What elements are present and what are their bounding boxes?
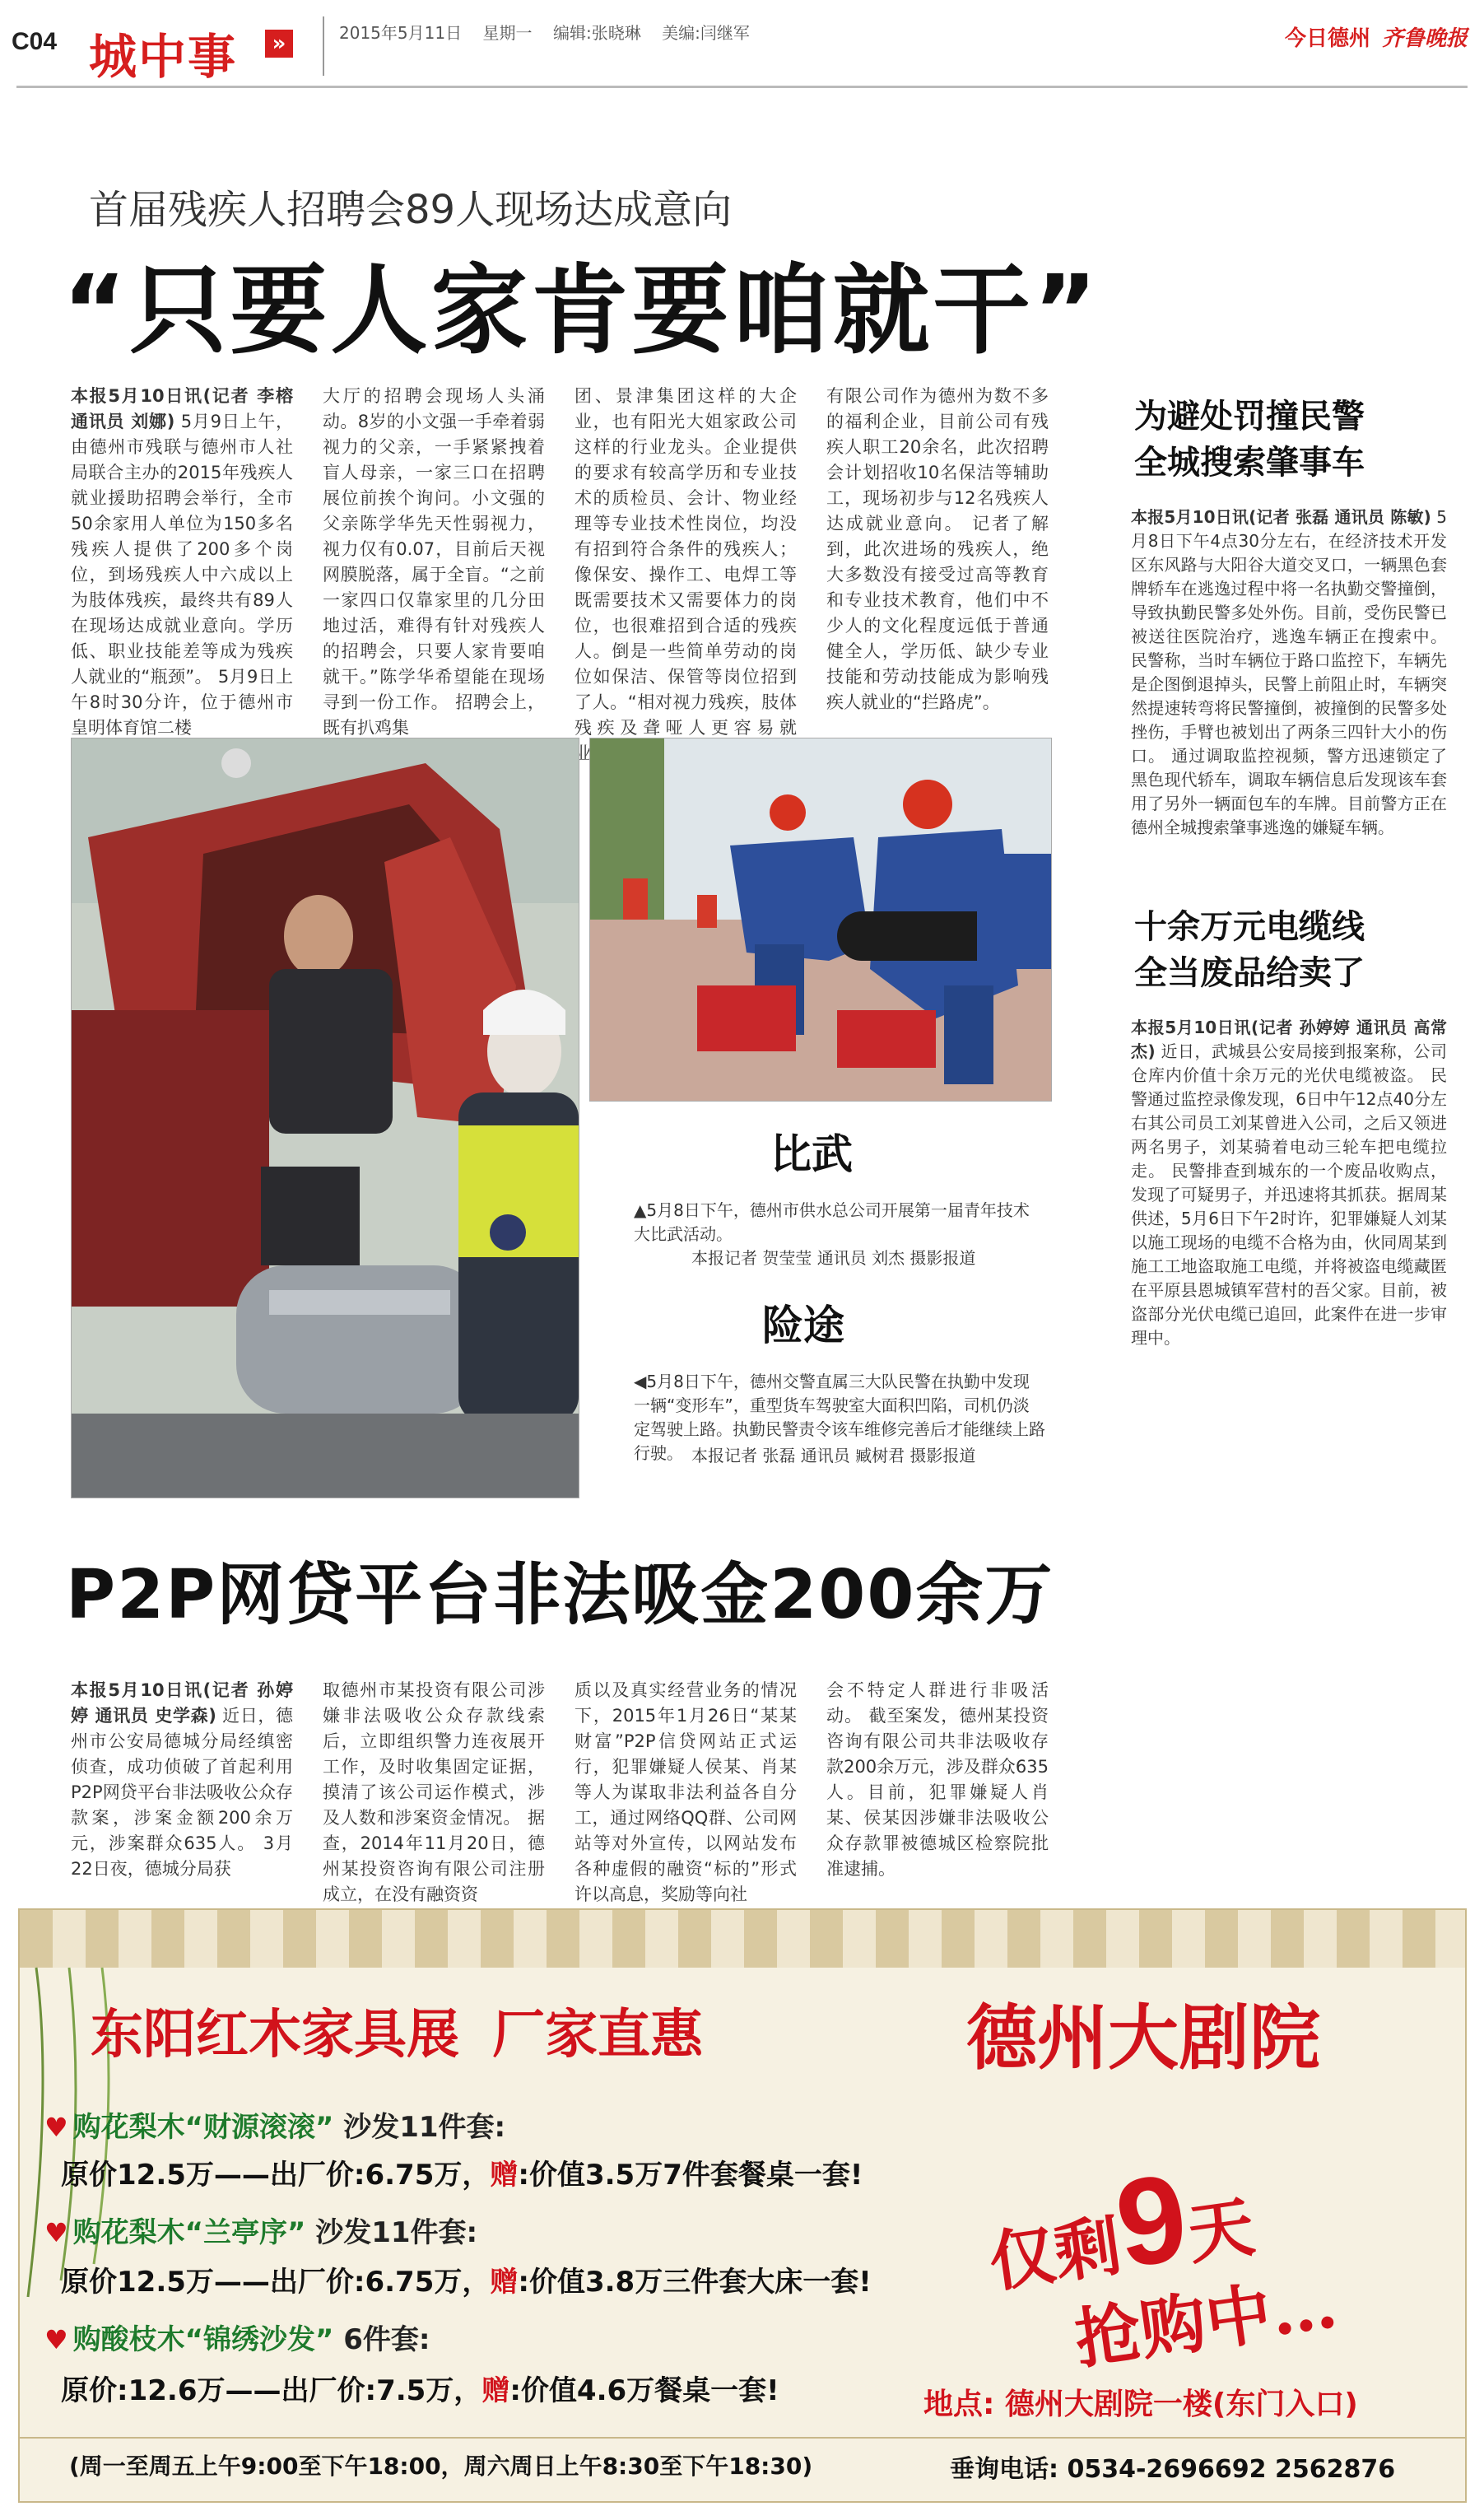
ad-divider	[20, 2437, 1465, 2439]
heart-icon: ♥	[44, 2324, 68, 2355]
ad-address: 地点: 德州大剧院一楼(东门入口)	[923, 2388, 1358, 2421]
ad-item2-name: 购花梨木“兰亭序”	[72, 2216, 306, 2249]
ad-item1-price: 原价12.5万——出厂价:6.75万，	[61, 2159, 491, 2192]
article1-col2: 大厅的招聘会现场人头涌动。8岁的小文强一手牵着弱视力的父亲，一手紧紧拽着盲人母亲，一家三口在招聘展位前挨个询问。小文强的父亲陈学华先天性弱视力，视力仅有0.07，目前后天视网膜脱落，属于全盲。“之前一家四口仅靠家里的几分田地过活，难得有针对残疾人的招聘会，只要人家肯要咱就干。”陈学华希望能在现场寻到一份工作。 招聘会上，既有扒鸡集	[323, 386, 545, 738]
ad-title-left: 东阳红木家具展	[91, 2005, 459, 2066]
side1-text: 5月8日下午4点30分左右，在经济技术开发区东风路与大阳谷大道交叉口，一辆黑色套牌轿车在逃逸过程中将一名执勤交警撞倒，导致执勤民警多处外伤。目前，受伤民警已被送往医院治疗，逃逸车辆正在搜索中。 民警称，当时车辆位于路口监控下，车辆先是企图倒退掉头，民警上前阻止时，车辆突然提速转弯将民警撞倒，被撞倒的民警多处挫伤，手臂也被划出了两条三四针大小的伤口。 通过调取监控视频，警方迅速锁定了黑色现代轿车，调取车辆信息后发现该车套用了另外一辆面包车的车牌。目前警方正在德州全城搜索肇事逃逸的嫌疑车辆。	[1131, 507, 1448, 837]
issue-date: 2015年5月11日	[339, 23, 463, 43]
ad-hours: (周一至周五上午9:00至下午18:00，周六周日上午8:30至下午18:30)	[69, 2453, 813, 2480]
ad-promo-days: 9	[1108, 2146, 1196, 2294]
article2-col3: 质以及真实经营业务的情况下，2015年1月26日“某某财富”P2P信贷网站正式运行，犯罪嫌疑人侯某、肖某等人为谋取非法利益各自分工，通过网络QQ群、公司网站等对外宣传，以网站发布各种虚假的融资“标的”形式许以高息，奖励等向社	[575, 1680, 797, 1904]
ad-item3-gift: :价值4.6万餐桌一套!	[509, 2374, 779, 2407]
article2-col1-text: 近日，德州市公安局德城分局经缜密侦查，成功侦破了首起利用P2P网贷平台非法吸收公众存款案，涉案金额200余万元，涉案群众635人。 3月22日夜，德城分局获	[71, 1706, 293, 1879]
brand-name: 今日德州	[1284, 26, 1370, 51]
issue-meta	[339, 20, 750, 44]
truck-photo	[71, 738, 579, 1498]
side1-byline: 本报5月10日讯(记者 张磊 通讯员 陈敏)	[1131, 507, 1431, 527]
header-rule	[16, 86, 1468, 88]
side2-text: 近日，武城县公安局接到报案称，公司仓库内价值十余万元的光伏电缆被盗。 民警通过监控录像发现，6日中午12点40分左右其公司员工刘某曾进入公司，之后又领进两名男子，刘某骑着电动三轮车把电缆拉走。 民警排查到城东的一个废品收购点，发现了可疑男子，并迅速将其抓获。据周某供述，5月6日下午2时许，犯罪嫌疑人刘某以施工现场的电缆不合格为由，伙同周某到施工工地盗取施工电缆，并将被盗电缆藏匿在平原县恩城镇军营村的吾父家。目前，被盗部分光伏电缆已追回，此案件在进一步审理中。	[1131, 1041, 1448, 1348]
ad-item2-heading	[44, 2210, 477, 2250]
page-code: C04	[12, 28, 58, 55]
chevron-right-icon: »	[265, 30, 293, 58]
article2-col2: 取德州市某投资有限公司涉嫌非法吸收公众存款线索后，立即组织警力连夜展开工作，及时收集固定证据，摸清了该公司运作模式，涉及人数和涉案资金情况。 据查，2014年11月20日，德州某投资咨询有限公司注册成立，在没有融资资	[323, 1680, 545, 1904]
truck-photo-illustration	[72, 738, 579, 1498]
ad-promo-prefix: 仅剩	[984, 2206, 1126, 2302]
article1-col3: 团、景津集团这样的大企业，也有阳光大姐家政公司这样的行业龙头。企业提供的要求有较高学历和专业技术的质检员、会计、物业经理等专业技术性岗位，均没有招到符合条件的残疾人；像保安、操作工、电焊工等既需要技术又需要体力的岗位，也很难招到合适的残疾人。倒是一些简单劳动的岗位如保洁、保管等岗位招到了人。“相对视力残疾，肢体残疾及聋哑人更容易就业	[575, 386, 797, 763]
ad-phone: 0534-2696692 2562876	[1067, 2455, 1396, 2484]
article1-col4: 有限公司作为德州为数不多的福利企业，目前公司有残疾人职工20余名，此次招聘会计划招收10名保洁等辅助工，现场初步与12名残疾人达成就业意向。 记者了解到，此次进场的残疾人，绝大多数没有接受过高等教育和专业技术教育，他们中不少人的文化程度远低于普通健全人，学历低、缺少专业技能和劳动技能成为影响残疾人就业的“拦路虎”。	[826, 386, 1049, 712]
ad-title-right: 德州大剧院	[966, 1996, 1320, 2080]
section-title: 城中事	[89, 29, 238, 85]
ad-item1-heading	[44, 2104, 505, 2145]
side1-headline-line2: 全城搜索肇事车	[1134, 444, 1365, 482]
article2-byline: 本报5月10日讯(记者 孙婷婷 通讯员 史学森)	[71, 1680, 293, 1726]
article2-col1	[71, 1678, 293, 1884]
ad-item3-name: 购酸枝木“锦绣沙发”	[72, 2323, 334, 2356]
ad-item1-price-line	[61, 2152, 863, 2192]
ad-item2-gift-label: 赠	[490, 2266, 519, 2299]
xiantu-credit: 本报记者 张磊 通讯员 臧树君 摄影报道	[691, 1446, 976, 1465]
ad-item2-gift: :价值3.8万三件套大床一套!	[518, 2266, 872, 2299]
ad-item3-set: 6件套:	[343, 2323, 430, 2356]
biwu-title: 比武	[770, 1130, 853, 1178]
ad-item3-price-line	[61, 2368, 779, 2408]
newspaper-logo: 齐鲁晚报	[1381, 26, 1468, 51]
header-divider	[323, 16, 324, 76]
ad-item3-heading	[44, 2317, 430, 2357]
workers-photo-illustration	[590, 738, 1051, 1101]
ad-title-mid: 厂家直惠	[492, 2005, 703, 2066]
ad-phone-label: 垂询电话:	[950, 2455, 1058, 2484]
article2-headline: P2P网贷平台非法吸金200余万	[66, 1556, 1054, 1634]
side2-byline: 本报5月10日讯(记者 孙婷婷 通讯员 高常杰)	[1131, 1018, 1447, 1061]
side2-body	[1131, 1016, 1447, 1378]
ad-item1-name: 购花梨木“财源滚滚”	[72, 2111, 334, 2144]
heart-icon: ♥	[44, 2112, 68, 2143]
xiantu-caption: ◀5月8日下午，德州交警直属三大队民警在执勤中发现一辆“变形车”，重型货车驾驶室大面积凹陷，司机仍淡定驾驶上路。执勤民警责令该车维修完善后才能继续上路行驶。	[634, 1372, 1045, 1463]
side1-headline	[1134, 394, 1447, 486]
ad-phone-line	[950, 2448, 1395, 2485]
side2-headline-line2: 全当废品给卖了	[1134, 954, 1365, 992]
side2-headline	[1134, 904, 1447, 996]
ad-item2-price-line	[61, 2259, 872, 2299]
furniture-ad	[18, 1908, 1467, 2503]
ad-item3-price: 原价:12.6万——出厂价:7.5万，	[61, 2374, 482, 2407]
side1-headline-line1: 为避处罚撞民警	[1134, 398, 1365, 436]
ad-item1-set: 沙发11件套:	[343, 2111, 506, 2144]
ad-item2-set: 沙发11件套:	[315, 2216, 478, 2249]
ad-item2-price: 原价12.5万——出厂价:6.75万，	[61, 2266, 491, 2299]
side1-body	[1131, 505, 1447, 881]
ad-promo-rush: 抢购中…	[1070, 2265, 1342, 2378]
article1-col1	[71, 384, 293, 738]
article2-col4: 会不特定人群进行非吸活动。 截至案发，德州某投资咨询有限公司共非法吸收存款200余万元，涉及群众635人。目前，犯罪嫌疑人肖某、侯某因涉嫌非法吸收公众存款罪被德城区检察院批准逮捕。	[826, 1680, 1049, 1879]
issue-weekday: 星期一	[482, 23, 533, 43]
article1-col1-text: 5月9日上午，由德州市残联与德州市人社局联合主办的2015年残疾人就业援助招聘会举行，全市50余家用人单位为150多名残疾人提供了200多个岗位，到场残疾人中六成以上为肢体残疾，最终共有89人在现场达成就业意向。学历低、职业技能差等成为残疾人就业的“瓶颈”。 5月9日上午8时30分许，位于德州市皇明体育馆二楼	[71, 412, 293, 738]
brand	[1285, 21, 1468, 52]
ad-item3-gift-label: 赠	[481, 2374, 510, 2407]
side2-headline-line1: 十余万元电缆线	[1134, 908, 1365, 946]
biwu-caption: ▲5月8日下午，德州市供水总公司开展第一届青年技术大比武活动。	[634, 1200, 1030, 1244]
article1-byline: 本报5月10日讯(记者 李榕 通讯员 刘娜)	[71, 386, 293, 431]
workers-photo	[589, 738, 1052, 1102]
issue-art-editor: 美编:闫继军	[662, 23, 750, 43]
ad-border-pattern	[20, 1910, 1465, 1968]
ad-promo	[977, 2127, 1342, 2392]
issue-editor: 编辑:张晓琳	[552, 23, 641, 43]
article1-kicker: 首届残疾人招聘会89人现场达成意向	[89, 187, 733, 233]
biwu-credit: 本报记者 贺莹莹 通讯员 刘杰 摄影报道	[691, 1248, 976, 1268]
ad-promo-suffix: 天	[1183, 2187, 1259, 2274]
xiantu-title: 险途	[762, 1302, 844, 1349]
ad-item1-gift: :价值3.5万7件套餐桌一套!	[518, 2159, 863, 2192]
heart-icon: ♥	[44, 2217, 68, 2248]
ad-item1-gift-label: 赠	[490, 2159, 519, 2192]
article1-headline: “只要人家肯要咱就干”	[63, 254, 1101, 367]
